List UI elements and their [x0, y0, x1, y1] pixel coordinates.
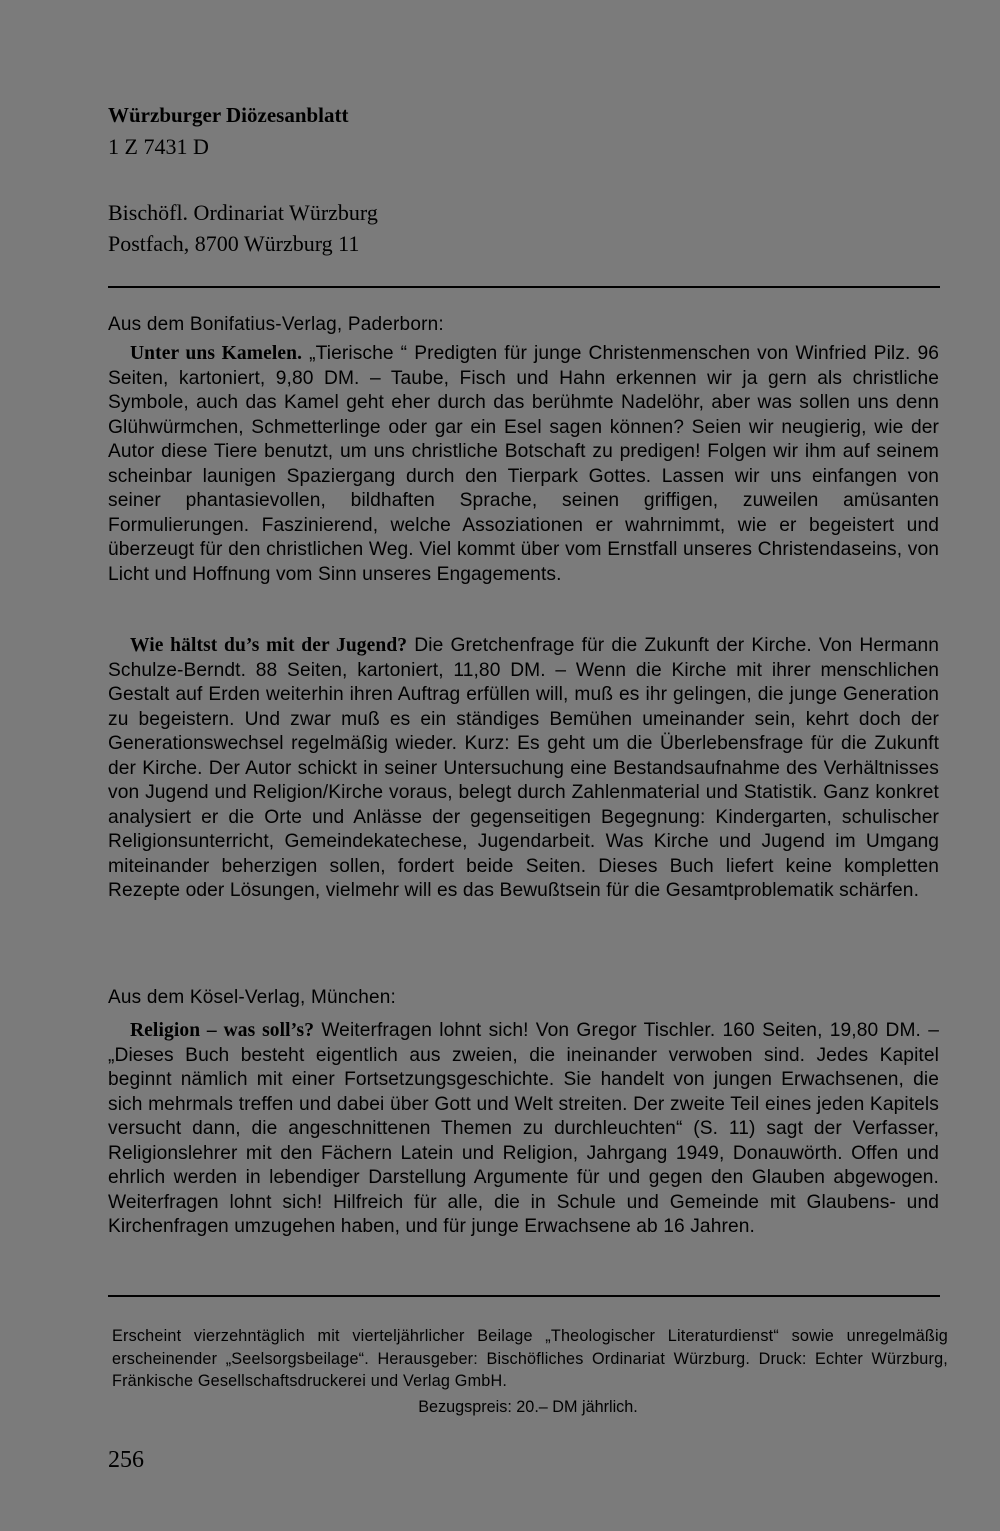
review-title: Unter uns Kamelen.: [130, 343, 303, 364]
address-line-2: Postfach, 8700 Würzburg 11: [108, 231, 360, 256]
review-body: „Tierische “ Predigten für junge Christenmenschen von Winfried Pilz. 96 Seiten, kartoniert, 9,80 DM. – Taube, Fisch und Hahn erkennen wir ja gern als christliche Symbole, auch das Kamel geht eher durch das berühmte Nadelöhr, aber was sollen uns denn Glühwürmchen, Schmetterlinge oder gar ein Esel sagen können? Seien wir neugierig, wie der Autor diese Tiere benutzt, um uns christliche Botschaft zu predigen! Folgen wir ihm auf seinem scheinbar launigen Spaziergang durch den Tierpark Gottes. Lassen wir uns einfangen von seiner phantasievollen, bildhaften Sprache, seinen griffigen, zuweilen amüsanten Formulierungen. Faszinierend, welche Assoziationen er wahrnimmt, wie er begeistert und überzeugt für den christlichen Weg. Viel kommt über vom Ernstfall unseres Christendaseins, von Licht und Hoffnung vom Sinn unseres Engagements.: [108, 343, 940, 585]
page-number: 256: [108, 1447, 144, 1473]
review-religion-was-solls: [108, 1019, 939, 1240]
publisher-heading-koesel: Aus dem Kösel-Verlag, München:: [108, 987, 396, 1008]
review-body: Weiterfragen lohnt sich! Von Gregor Tischler. 160 Seiten, 19,80 DM. – „Dieses Buch besteht eigentlich aus zweien, die ineinander verwoben sind. Jedes Kapitel beginnt nämlich mit einer Fortsetzungsgeschichte. Sie handelt von jungen Erwachsenen, die sich mehrmals treffen und dabei über Gott und Welt streiten. Der zweite Teil eines jeden Kapitels versucht dann, die angeschnittenen Themen zu durchleuchten“ (S. 11) sagt der Verfasser, Religionslehrer mit den Fächern Latein und Religion, Jahrgang 1949, Donauwörth. Offen und ehrlich werden in lebendiger Darstellung Argumente für und gegen den Glauben abgewogen. Weiterfragen lohnt sich! Hilfreich für alle, die in Schule und Gemeinde mit Glaubens- und Kirchenfragen umzugehen haben, und für junge Erwachsene ab 16 Jahren.: [108, 1020, 939, 1237]
publication-title: Würzburger Diözesanblatt: [108, 103, 349, 127]
review-title: Wie hältst du’s mit der Jugend?: [130, 635, 408, 656]
address-line-1: Bischöfl. Ordinariat Würzburg: [108, 200, 378, 225]
subscription-price: Bezugspreis: 20.– DM jährlich.: [418, 1398, 638, 1416]
imprint-text: Erscheint vierzehntäglich mit vierteljährlicher Beilage „Theologischer Literaturdienst“ sowie unregelmäßig erscheinender „Seelsorgsbeilage“. Herausgeber: Bischöfliches Ordinariat Würzburg. Druck: Echter Würzburg, Fränkische Gesellschaftsdruckerei und Verlag GmbH.: [112, 1327, 948, 1390]
review-unter-uns-kamelen: [108, 342, 939, 587]
review-body: Die Gretchenfrage für die Zukunft der Kirche. Von Hermann Schulze-Berndt. 88 Seiten, kartoniert, 11,80 DM. – Wenn die Kirche mit ihrer menschlichen Gestalt auf Erden weiterhin ihren Auftrag erfüllen will, muß es ihr gelingen, die junge Generation zu begeistern. Und zwar muß es ein ständiges Bemühen umeinander sein, kehrt doch der Generationswechsel regelmäßig wieder. Kurz: Es geht um die Überlebensfrage für die Zukunft der Kirche. Der Autor schickt in seiner Untersuchung eine Bestandsaufnahme des Verhältnisses von Jugend und Religion/Kirche voraus, belegt durch Zahlenmaterial und Statistik. Ganz konkret analysiert er die Orte und Anlässe der gegenseitigen Begegnung: Kindergarten, schulischer Religionsunterricht, Gemeindekatechese, Jugendarbeit. Was Kirche und Jugend im Umgang miteinander beherzigen sollen, fordert beide Seiten. Dieses Buch liefert keine kompletten Rezepte oder Lösungen, vielmehr will es das Bewußtsein für die Gesamtproblematik schärfen.: [108, 635, 940, 901]
publisher-heading-bonifatius: Aus dem Bonifatius-Verlag, Paderborn:: [108, 314, 444, 335]
divider-bottom: [108, 1295, 940, 1297]
divider-top: [108, 286, 940, 288]
review-title: Religion – was soll’s?: [130, 1020, 315, 1041]
review-jugend: [108, 634, 939, 904]
publication-code: 1 Z 7431 D: [108, 134, 209, 159]
